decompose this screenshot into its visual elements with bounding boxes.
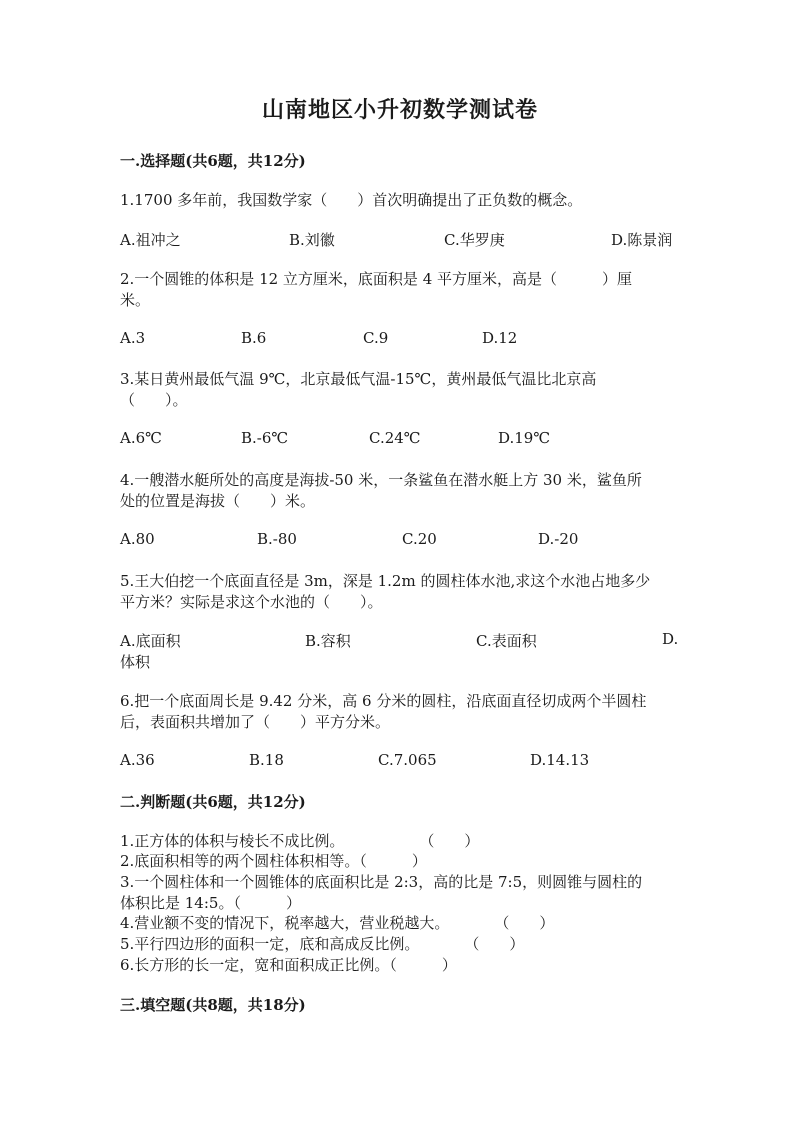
question-4-option-b: B.-80 <box>257 530 297 548</box>
question-3-option-d: D.19℃ <box>498 429 551 447</box>
section-heading-fill: 三.填空题(共8题，共18分) <box>120 996 306 1014</box>
question-3-text-line1: 3.某日黄州最低气温 9℃，北京最低气温-15℃，黄州最低气温比北京高 <box>120 370 597 388</box>
question-5-option-a: A.底面积 <box>120 632 181 650</box>
question-1-option-b: B.刘徽 <box>289 231 335 249</box>
question-6-text-line1: 6.把一个底面周长是 9.42 分米，高 6 分米的圆柱，沿底面直径切成两个半圆柱 <box>120 692 647 710</box>
question-2-option-d: D.12 <box>482 329 518 347</box>
question-5-option-c: C.表面积 <box>476 632 537 650</box>
question-6-text-line2: 后，表面积共增加了（ ）平方分米。 <box>120 713 391 731</box>
judge-question-2: 2.底面积相等的两个圆柱体积相等。（ ） <box>120 852 427 870</box>
question-3-option-b: B.-6℃ <box>241 429 289 447</box>
question-4-option-a: A.80 <box>120 530 155 548</box>
judge-question-3-line1: 3.一个圆柱体和一个圆锥体的底面积比是 2:3，高的比是 7:5，则圆锥与圆柱的 <box>120 873 643 891</box>
question-5-text-line1: 5.王大伯挖一个底面直径是 3m，深是 1.2m 的圆柱体水池,求这个水池占地多少 <box>120 572 651 590</box>
question-2-text-line1: 2.一个圆锥的体积是 12 立方厘米，底面积是 4 平方厘米，高是（ ）厘 <box>120 270 633 288</box>
question-1-option-d: D.陈景润 <box>611 231 673 249</box>
judge-question-6: 6.长方形的长一定，宽和面积成正比例。（ ） <box>120 956 457 974</box>
question-2-option-a: A.3 <box>120 329 146 347</box>
question-3-option-c: C.24℃ <box>369 429 421 447</box>
judge-question-4: 4.营业额不变的情况下，税率越大，营业税越大。 （ ） <box>120 914 555 932</box>
question-4-option-d: D.-20 <box>538 530 579 548</box>
question-3-text-line2: （ ）。 <box>120 391 188 409</box>
question-5-option-d-text: 体积 <box>120 653 151 671</box>
question-4-text-line2: 处的位置是海拔（ ）米。 <box>120 492 316 510</box>
question-6-option-d: D.14.13 <box>530 751 590 769</box>
question-4-text-line1: 4.一艘潜水艇所处的高度是海拔-50 米，一条鲨鱼在潜水艇上方 30 米，鲨鱼所 <box>120 471 642 489</box>
question-1-option-c: C.华罗庚 <box>444 231 505 249</box>
judge-question-3-line2: 体积比是 14:5。（ ） <box>120 894 301 912</box>
question-6-option-a: A.36 <box>120 751 155 769</box>
section-heading-choice: 一.选择题(共6题，共12分) <box>120 152 306 170</box>
question-3-option-a: A.6℃ <box>120 429 162 447</box>
question-2-text-line2: 米。 <box>120 291 151 309</box>
question-4-option-c: C.20 <box>402 530 437 548</box>
question-6-option-b: B.18 <box>249 751 284 769</box>
question-5-text-line2: 平方米？实际是求这个水池的（ ）。 <box>120 593 383 611</box>
question-5-option-b: B.容积 <box>305 632 351 650</box>
question-2-option-c: C.9 <box>363 329 389 347</box>
page-title: 山南地区小升初数学测试卷 <box>261 97 538 123</box>
question-1-option-a: A.祖冲之 <box>120 231 181 249</box>
section-heading-judge: 二.判断题(共6题，共12分) <box>120 793 306 811</box>
question-5-option-d: D. <box>662 630 679 648</box>
judge-question-5: 5.平行四边形的面积一定，底和高成反比例。 （ ） <box>120 935 525 953</box>
judge-question-1: 1.正方体的体积与棱长不成比例。 （ ） <box>120 832 480 850</box>
question-1-text: 1.1700 多年前，我国数学家（ ）首次明确提出了正负数的概念。 <box>120 191 583 209</box>
question-2-option-b: B.6 <box>241 329 267 347</box>
question-6-option-c: C.7.065 <box>378 751 437 769</box>
